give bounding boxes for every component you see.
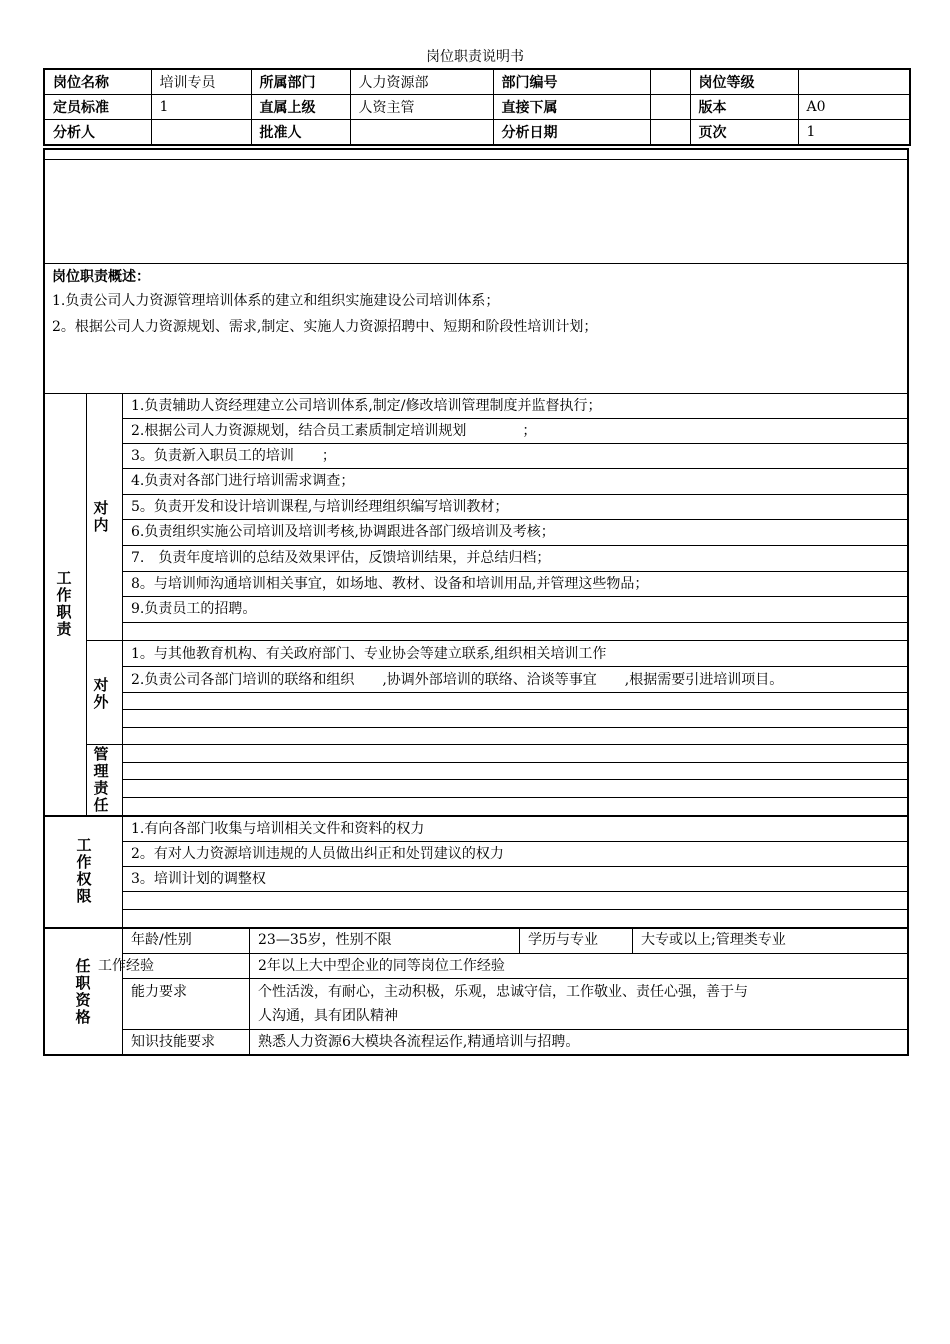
divider-line <box>86 640 909 641</box>
divider-line <box>122 727 909 728</box>
internal-duty-item: 9.负责员工的招聘。 <box>131 601 257 617</box>
divider-line <box>122 494 909 495</box>
analysis-date-value <box>650 120 690 146</box>
direct-subordinate-value <box>650 95 690 120</box>
department-code-value <box>650 69 690 95</box>
external-duty-item: 2.负责公司各部门培训的联络和组织 ,协调外部培训的联络、洽谈等事宜 ,根据需要引进培训项目。 <box>131 672 784 688</box>
age-gender-label: 年龄/性别 <box>131 932 192 948</box>
internal-duty-item: 3。负责新入职员工的培训 ； <box>131 448 336 464</box>
header-row-2 <box>44 95 910 120</box>
direct-subordinate-label: 直接下属 <box>493 95 650 120</box>
approver-value <box>350 120 493 146</box>
version-label: 版本 <box>690 95 798 120</box>
ability-label: 能力要求 <box>131 984 187 1000</box>
overview-heading: 岗位职责概述： <box>52 269 150 285</box>
position-name-value: 培训专员 <box>151 69 251 95</box>
divider-line <box>122 978 909 979</box>
divider-line <box>122 841 909 842</box>
approver-label: 批准人 <box>251 120 350 146</box>
divider-line <box>122 891 909 892</box>
version-value: A0 <box>798 95 910 120</box>
analysis-date-label: 分析日期 <box>493 120 650 146</box>
management-label: 管理责任 <box>93 745 109 814</box>
divider-line <box>122 762 909 763</box>
internal-label: 对内 <box>93 499 109 534</box>
divider-line <box>122 779 909 780</box>
divider-line <box>122 571 909 572</box>
internal-duty-item: 5。负责开发和设计培训课程,与培训经理组织编写培训教材； <box>131 499 509 515</box>
divider-line <box>122 545 909 546</box>
headcount-label: 定员标准 <box>44 95 151 120</box>
divider-line <box>249 927 250 1056</box>
divider-line <box>43 159 909 160</box>
divider-line <box>43 393 909 394</box>
department-value: 人力资源部 <box>350 69 493 95</box>
divider-line <box>43 263 909 264</box>
education-value: 大专或以上;管理类专业 <box>641 932 786 948</box>
skills-value: 熟悉人力资源6大模块各流程运作,精通培训与招聘。 <box>258 1034 580 1050</box>
divider-line <box>519 927 520 953</box>
experience-label: 工作经验 <box>98 958 154 974</box>
internal-duty-item: 6.负责组织实施公司培训及培训考核,协调跟进各部门级培训及考核； <box>131 524 555 540</box>
divider-line <box>43 927 909 929</box>
internal-duty-item: 8。与培训师沟通培训相关事宜，如场地、教材、设备和培训用品,并管理这些物品； <box>131 576 649 592</box>
divider-line <box>122 519 909 520</box>
analyst-label: 分析人 <box>44 120 151 146</box>
divider-line <box>86 393 87 815</box>
divider-line <box>122 709 909 710</box>
divider-line <box>86 744 909 745</box>
position-level-label: 岗位等级 <box>690 69 798 95</box>
department-label: 所属部门 <box>251 69 350 95</box>
divider-line <box>122 909 909 910</box>
department-code-label: 部门编号 <box>493 69 650 95</box>
direct-superior-label: 直属上级 <box>251 95 350 120</box>
analyst-value <box>151 120 251 146</box>
qualification-label: 任职资格 <box>75 957 91 1026</box>
headcount-value: 1 <box>151 95 251 120</box>
header-table <box>43 68 911 146</box>
authority-item: 3。培训计划的调整权 <box>131 871 266 887</box>
education-label: 学历与专业 <box>528 932 598 948</box>
divider-line <box>122 692 909 693</box>
experience-value: 2年以上大中型企业的同等岗位工作经验 <box>258 958 505 974</box>
external-label: 对外 <box>93 676 109 711</box>
divider-line <box>122 596 909 597</box>
divider-line <box>632 927 633 953</box>
divider-line <box>122 866 909 867</box>
divider-line <box>122 622 909 623</box>
internal-duty-item: 4.负责对各部门进行培训需求调查； <box>131 473 355 489</box>
authority-item: 1.有向各部门收集与培训相关文件和资料的权力 <box>131 821 425 837</box>
header-row-1 <box>44 69 910 95</box>
divider-line <box>43 815 909 817</box>
external-duty-item: 1。与其他教育机构、有关政府部门、专业协会等建立联系,组织相关培训工作 <box>131 646 607 662</box>
ability-value-line-1: 个性活泼，有耐心，主动积极，乐观，忠诚守信，工作敬业、责任心强，善于与 <box>258 984 748 1000</box>
duties-label: 工作职责 <box>56 569 72 638</box>
page-number-label: 页次 <box>690 120 798 146</box>
authority-label: 工作权限 <box>76 836 92 905</box>
authority-item: 2。有对人力资源培训违规的人员做出纠正和处罚建议的权力 <box>131 846 504 862</box>
document-title: 岗位职责说明书 <box>426 49 524 65</box>
overview-item: 2。根据公司人力资源规划、需求,制定、实施人力资源招聘中、短期和阶段性培训计划； <box>52 319 598 335</box>
divider-line <box>122 953 909 954</box>
divider-line <box>122 418 909 419</box>
position-name-label: 岗位名称 <box>44 69 151 95</box>
divider-line <box>122 797 909 798</box>
header-row-3 <box>44 120 910 146</box>
page-number-value: 1 <box>798 120 910 146</box>
divider-line <box>122 666 909 667</box>
age-gender-value: 23—35岁，性别不限 <box>258 932 392 948</box>
ability-value-line-2: 人沟通，具有团队精神 <box>258 1008 398 1024</box>
divider-line <box>122 1029 909 1030</box>
direct-superior-value: 人资主管 <box>350 95 493 120</box>
divider-line <box>122 468 909 469</box>
position-level-value <box>798 69 910 95</box>
internal-duty-item: 2.根据公司人力资源规划，结合员工素质制定培训规划 ； <box>131 423 537 439</box>
overview-item: 1.负责公司人力资源管理培训体系的建立和组织实施建设公司培训体系； <box>52 293 500 309</box>
internal-duty-item: 1.负责辅助人资经理建立公司培训体系,制定/修改培训管理制度并监督执行； <box>131 398 602 414</box>
skills-label: 知识技能要求 <box>131 1034 215 1050</box>
internal-duty-item: 7. 负责年度培训的总结及效果评估，反馈培训结果，并总结归档； <box>131 550 551 566</box>
divider-line <box>122 443 909 444</box>
